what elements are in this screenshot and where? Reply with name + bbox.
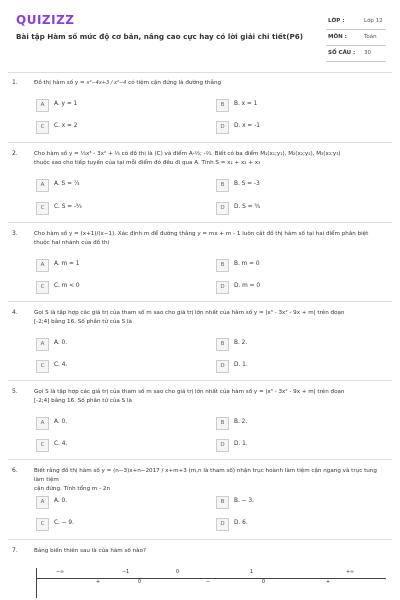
divider [8,72,392,73]
table-row-derivative [36,580,386,588]
option-text: D. m = 0 [234,283,261,289]
divider [8,222,392,223]
meta-key: SỐ CÂU : [328,50,356,56]
question-number: 1. [12,79,18,86]
question-text-line: Cho hàm số y = (x+1)/(x−1). Xác định m để đường thẳng y = mx + m - 1 luôn cắt đồ thị hàm số tại hai điểm phân biệt [34,231,369,237]
option-text: D. 1. [234,362,248,368]
question-text-line: thuộc hai nhánh của đồ thị [34,240,110,246]
option-text: B. x = 1 [234,101,258,107]
meta-row-subject [326,30,386,46]
option-text: D. 1. [234,441,248,447]
option-letter-box: B [216,179,229,192]
question-text [34,388,389,406]
question-text [34,309,389,327]
option-letter-box: B [216,99,229,112]
option-letter-box: C [36,202,49,215]
sign-cell: + [96,580,101,585]
question-text-line: [-2;4] bằng 16. Số phần tử của S là [34,319,132,325]
meta-table [326,14,386,62]
divider [8,459,392,460]
question-number: 7. [12,547,18,554]
option-letter-box: A [36,179,49,192]
question-text-part: có tiệm cận đứng là đường thẳng [128,80,222,86]
option-letter-box: C [36,121,49,134]
x-cell: 0 [176,570,180,575]
meta-key: LỚP : [328,18,345,24]
question-text-line: [-2;4] bằng 16. Số phần tử của S là [34,398,132,404]
option-letter-box: D [216,518,229,531]
meta-row-count [326,46,386,62]
meta-value: Toán [364,34,377,40]
question-number: 2. [12,150,18,157]
document-header [0,0,400,62]
option-letter-box: B [216,259,229,272]
option-letter-box: D [216,202,229,215]
option-letter-box: D [216,360,229,373]
option-letter-box: B [216,417,229,430]
question-number: 6. [12,467,18,474]
option-text: A. m = 1 [54,261,80,267]
divider [8,142,392,143]
sign-cell: 0 [262,580,266,585]
option-letter-box: A [36,259,49,272]
option-text: A. S = ⁷⁄₃ [54,181,80,187]
question-number: 5. [12,388,18,395]
meta-row-class [326,14,386,30]
question-text [34,79,389,88]
x-cell: −∞ [56,570,65,575]
question-text-line: Gọi S là tập hợp các giá trị của tham số m sao cho giá trị lớn nhất của hàm số y = |x³ - 3x² - 9x + m| trên đoạn [34,310,345,316]
option-text: A. 0. [54,340,68,346]
question-text-line: Cho hàm số y = ⅓x³ - 3x² + ⅓ có đồ thị là (C) và điểm A-⅔; -⅔. Biết có ba điểm M₁(x₁;y₁), M₂(x₂;y₂), M₃(x₃;y₃) [34,151,341,157]
divider [8,539,392,540]
option-letter-box: C [36,439,49,452]
math-fraction: x²−4x+3 / x²−4 [86,80,127,86]
option-text: B. m = 0 [234,261,260,267]
sign-cell: 0 [138,580,142,585]
x-cell: +∞ [346,570,355,575]
option-text: A. y = 1 [54,101,78,107]
option-letter-box: A [36,99,49,112]
question-text-part: Đồ thị hàm số y = [34,80,85,86]
option-text: B. 2. [234,419,248,425]
option-letter-box: D [216,281,229,294]
variation-table [36,568,386,598]
option-letter-box: C [36,281,49,294]
question-text: Bảng biến thiên sau là của hàm số nào? [34,548,146,554]
option-text: C. 4. [54,362,68,368]
option-text: C. x = 2 [54,123,78,129]
question-text-line: Gọi S là tập hợp các giá trị của tham số m sao cho giá trị lớn nhất của hàm số y = |x³ - 3x² - 9x + m| trên đoạn [34,389,345,395]
option-text: C. 4. [54,441,68,447]
meta-key: MÔN : [328,34,347,40]
option-text: C. − 9. [54,520,74,526]
question-text [34,230,389,248]
x-cell: 1 [250,570,254,575]
divider [8,301,392,302]
quizizz-logo: QUIZIZZ [16,13,75,27]
x-cell: −1 [122,570,130,575]
option-letter-box: A [36,417,49,430]
option-text: D. S = ⁵⁄₃ [234,204,260,210]
option-letter-box: B [216,496,229,509]
document-title: Bài tập Hàm số mức độ cơ bản, nâng cao cực hay có lời giải chi tiết(P6) [16,32,304,41]
sign-cell: + [326,580,331,585]
divider [8,380,392,381]
option-text: A. 0. [54,498,68,504]
option-text: D. 6. [234,520,248,526]
option-letter-box: C [36,360,49,373]
option-text: B. − 3. [234,498,254,504]
meta-value: 30 [364,50,371,56]
question-text-line: cận đứng. Tính tổng m - 2n [34,486,111,492]
question-text [34,467,389,494]
option-letter-box: D [216,121,229,134]
question-number: 4. [12,309,18,316]
option-text: C. S = -⁵⁄₃ [54,204,82,210]
question-text-line: Biết rằng đồ thị hàm số y = (n−3)x+n−2017 / x+m+3 (m,n là tham số) nhận trục hoành làm tiệm cận ngang và trục tung làm tiệm [34,468,377,483]
question-text [34,150,389,168]
question-text-line: thuộc sao cho tiếp tuyến của tại mỗi điểm đó đều đi qua A. Tính S = x₁ + x₂ + x₃ [34,160,261,166]
option-text: B. 2. [234,340,248,346]
table-hline [36,578,386,579]
option-letter-box: A [36,496,49,509]
option-letter-box: A [36,338,49,351]
option-text: B. S = -3 [234,181,260,187]
option-text: D. x = -1 [234,123,260,129]
question-number: 3. [12,230,18,237]
option-letter-box: C [36,518,49,531]
table-row-x [36,570,386,578]
option-text: A. 0. [54,419,68,425]
option-text: C. m < 0 [54,283,80,289]
sign-cell: − [206,580,211,585]
meta-value: Lớp 12 [364,18,383,24]
option-letter-box: D [216,439,229,452]
option-letter-box: B [216,338,229,351]
